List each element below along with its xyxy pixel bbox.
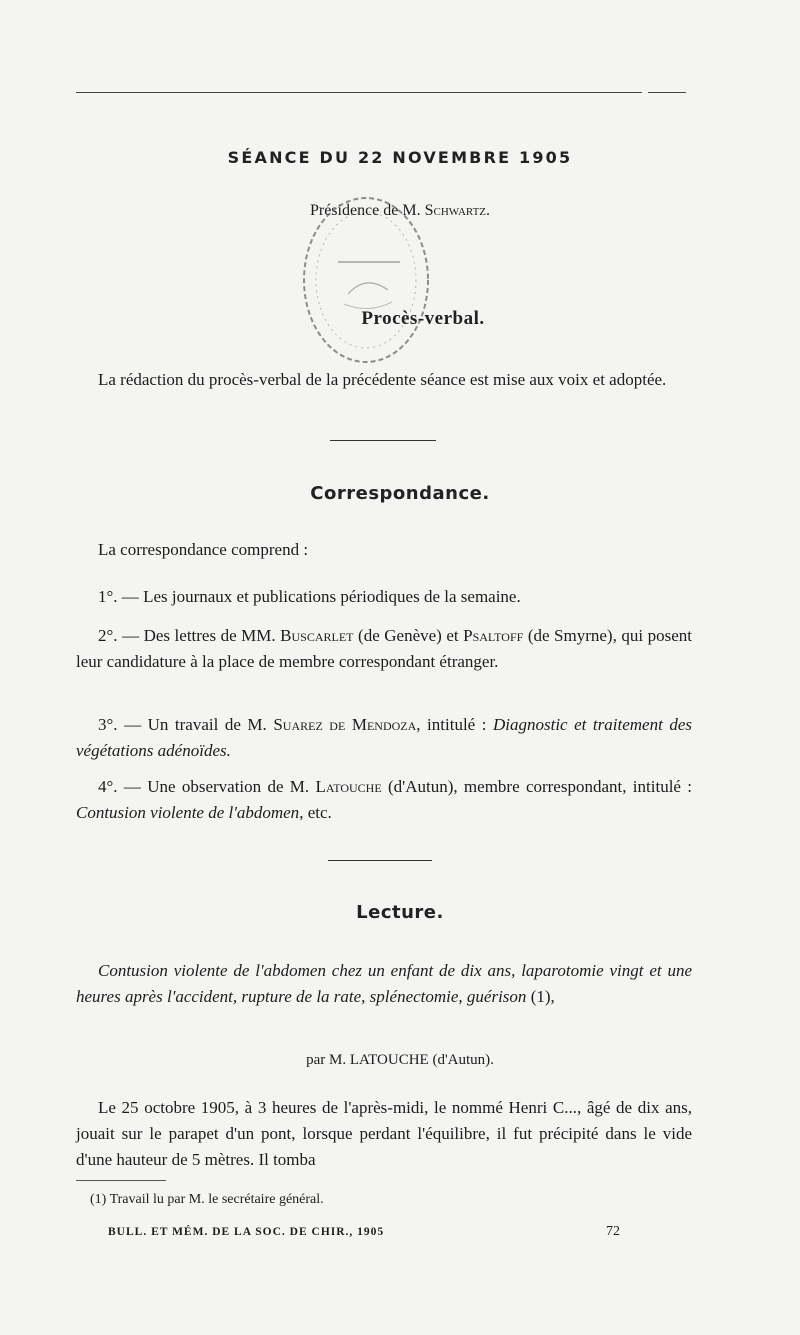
- item-text: Des lettres de MM.: [139, 626, 281, 645]
- item-text: Les journaux et publications périodiques de la semaine.: [138, 587, 521, 606]
- section-divider: [328, 860, 432, 861]
- article-title-text: Contusion violente de l'abdomen chez un enfant de dix ans, laparotomie vingt et une heures après l'accident, rupture de la rate, splénectomie, guérison: [76, 961, 692, 1006]
- item-number: 4°. —: [98, 777, 141, 796]
- person-name: Latouche: [315, 777, 382, 796]
- article-byline: par M. LATOUCHE (d'Autun).: [306, 1052, 494, 1068]
- article-footnote-ref: (1),: [526, 987, 555, 1006]
- top-rule: [76, 92, 642, 93]
- running-footer: BULL. ET MÉM. DE LA SOC. DE CHIR., 1905: [108, 1226, 385, 1238]
- article-body: Le 25 octobre 1905, à 3 heures de l'après-midi, le nommé Henri C..., âgé de dix ans, jouait sur le parapet d'un pont, lorsque perdant l'équilibre, il fut précipité dans le vide d'une hauteur de 5 mètres. Il tomba: [76, 1098, 692, 1169]
- person-name: Buscarlet: [280, 626, 354, 645]
- item-number: 1°. —: [98, 587, 139, 606]
- item-text: Un travail de M.: [141, 715, 274, 734]
- item-text: (d'Autun), membre correspondant, intitulé :: [381, 777, 692, 796]
- correspondance-item: [76, 712, 692, 764]
- item-text: (de Smyrne), qui posent leur candidature à la place de membre correspondant étranger.: [76, 626, 692, 671]
- item-text: , etc.: [299, 803, 332, 822]
- item-text: (de Genève) et: [353, 626, 464, 645]
- correspondance-item: [76, 774, 692, 826]
- correspondance-intro: La correspondance comprend :: [98, 540, 309, 559]
- section-divider: [330, 440, 436, 441]
- work-title: Diagnostic et traitement des végétations adénoïdes.: [76, 715, 692, 760]
- item-text: Une observation de M.: [140, 777, 316, 796]
- item-number: 2°. —: [98, 626, 140, 645]
- lecture-title: Lecture.: [356, 902, 444, 923]
- item-text: , intitulé :: [416, 715, 493, 734]
- library-stamp: [298, 184, 438, 374]
- page-number: 72: [606, 1224, 620, 1239]
- work-title: Contusion violente de l'abdomen: [76, 803, 300, 822]
- proces-verbal-text: La rédaction du procès-verbal de la précédente séance est mise aux voix et adoptée.: [98, 370, 667, 389]
- person-name: Suarez de Mendoza: [273, 715, 417, 734]
- person-name: Psaltoff: [463, 626, 524, 645]
- session-header: SÉANCE DU 22 NOVEMBRE 1905: [227, 148, 573, 167]
- correspondance-item: [76, 584, 692, 610]
- footnote: (1) Travail lu par M. le secrétaire général.: [90, 1192, 324, 1207]
- presidence-label: Présidence de M.: [309, 202, 421, 219]
- proces-verbal-title: Procès-verbal.: [361, 308, 485, 329]
- article-title: [76, 958, 692, 1010]
- correspondance-item: [76, 623, 692, 675]
- item-number: 3°. —: [98, 715, 142, 734]
- correspondance-title: Correspondance.: [310, 483, 490, 504]
- top-rule-end: [648, 92, 686, 93]
- president-name: Schwartz.: [424, 202, 491, 219]
- footnote-rule: [76, 1180, 166, 1181]
